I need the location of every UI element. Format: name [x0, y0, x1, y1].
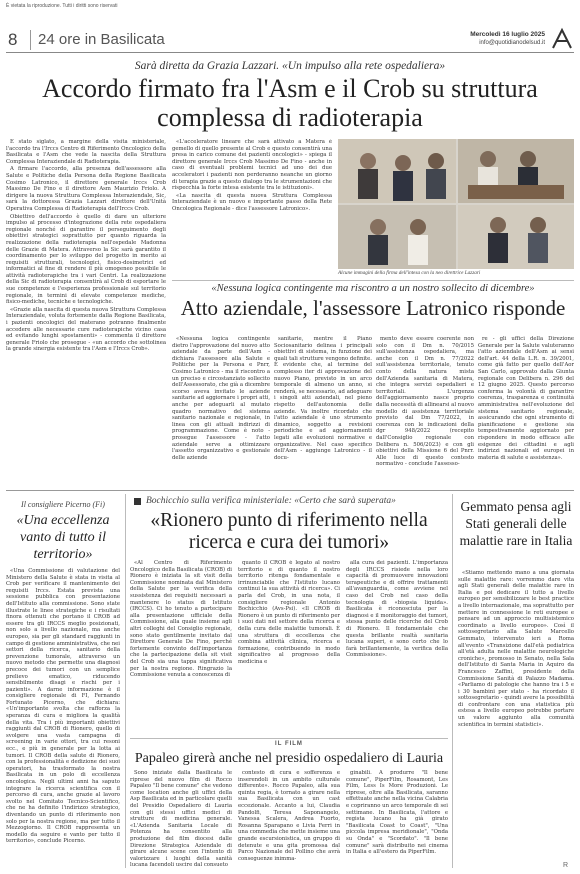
article1-paragraph: «Grazie alla nascita di questa nuova Struttura Complessa Interaziendale, voluta fortemente dalla Regione Basilicata, i pazienti oncologici del materano potranno finalmente accedere alle necessarie cure radioterapiche vicino casa ed evitando lunghi spostamenti» - commenta il direttore generale Friolo che prosegue - «un accordo che sottolinea la grande sinergia esistente tra l'Asm e l'Irccs Crob».	[6, 306, 166, 353]
article3-text: quanto il CROB è legato al nostro territorio e di quanto il nostro territorio ritenga fondamentale e irrinunciabile che l'Istituto lucano continui la sua attività di ricerca». Ci parla del Crob, in una nota, il consigliere regionale Antonio Bochicchio (Avs-Psi). «Il CROB di Rionero è un punto di riferimento per i suoi dati nel settore della ricerca e della cura delle malattie tumorali. È una struttura di eccellenza che combina attività clinica, ricerca e formazione, contribuendo in modo significativo al progresso della medicina e	[238, 560, 340, 665]
article2-kicker: «Nessuna logica contingente ma riscontro a un nostro sollecito di dicembre»	[211, 283, 535, 294]
article2-text: mento deve essere coerente non solo con il Dm n. 70/2015 sull'assistenza ospedaliera, ma anche con il Dm n. 77/2022 sull'assistenza territoriale, tenuto conto della natura mista dell'Azienda sanitaria di Matera, che integra servizi ospedalieri e territoriali. L'urgenza dell'aggiornamento nasce proprio dalla necessità di allinearsi al nuovo modello di assistenza territoriale previsto dal Dm 77/2022, in coerenza con le indicazioni della dgr 948/2022 (recepito dall'Consiglio regionale con Delibera n. 506/2023) e con gli obiettivi della Missione 6 del Pnrr. Alle luce di questo contesto normativo - conclude l'assesso-	[376, 336, 474, 468]
article2-column-2	[274, 336, 372, 484]
newspaper-logo-icon	[550, 27, 574, 51]
article1-column-1	[6, 139, 166, 416]
sidebar-right-text: «Stiamo mettendo mano a una giornata sulle malattie rare: vorremmo dare vita agli Stati generali delle malattie rare in Italia e poi dedicare il tutto a livello europeo per sensibilizzare le best practice a livello internazionale, ma soprattutto per mettere in connessione le reti europee e pensare ad un approccio multisistemico coordinato a livello europeo». Così il sottosegretario alla Salute Marcello Gemmato, intervenuto ieri a Roma all'evento «Transizione dall'età pediatrica all'età adulta nelle malattie neurologiche croniche», promosso in Senato, nella Sala dell'Istituto di Santa Maria in Aquiro da Francesco Zaffini, presidente della Commissione Sanità di Palazzo Madama. «Parliamo di patologie che hanno tra i 5 e i 30 bambini per stato - ha ricordato il sottosegretario - quindi avere la possibilità di confrontare con una statistica più estesa a livello europeo potrebbe portare un valore aggiunto alla comunità scientifica in termini statistici».	[458, 570, 574, 728]
article3-column-2	[238, 560, 340, 735]
article4-rule	[130, 738, 448, 739]
article4-text: ginabili. A produrre "Il bene comune", PiperFilm, Rosamont, Les Film, Less Is More Produzioni. Le riprese, oltre alla Basilicata, saranno effettuate anche nella vicina Calabria e copriranno un arco temporale di sei settimane. In Basilicata, l'attore e regista lucano ha già girato "Basilicata Coast to Coast", "Una piccola impresa meridionale", "Onda su Onda" e "Scordato". "Il bene comune" sarà distribuito nei cinema in Italia e all'estero da PiperFilm.	[346, 770, 448, 856]
left-column-rule	[125, 494, 126, 868]
article4-column-1	[130, 770, 232, 868]
article1-paragraph: «L'acceleratore lineare che sarà attivato a Matera è gemello di quello presente al Crob e questo consentirà una presa in carico comune dei pazienti oncologici» - spiega il direttore generale Irccs Crob Massimo De Fino - anche in caso di eventuali problemi tecnici ad uno dei due acceleratori i pazienti non perderanno neanche un giorno di terapia grazie a questo dialogo tra le strumentazioni che rispecchia la forte intesa esistente tra le istituzioni».	[172, 139, 332, 192]
photo-caption: Alcune immagini della firma dell'intesa con la neo direttrice Lazzari	[338, 270, 481, 276]
article3-column-1	[130, 560, 232, 735]
article2-column-3	[376, 336, 474, 484]
article2-column-1	[172, 336, 270, 484]
kicker-square-icon	[134, 498, 141, 505]
article1-paragraph: A firmare l'accordo, alla presenza dell'assessore alla Salute e Politiche della Persona della Regione Basilicata Cosimo Latronico, il direttore generale Irccs Crob Massimo De Fino e il direttore Asm Maurizio Friolo. A dirigere la nuova Struttura Complessa Interaziendale, Sic, sarà la dottoressa Grazia Lazzari direttore dell'Unità Operativa Complessa di Radioterapia dell'Irccs Crob.	[6, 166, 166, 212]
article1-paragraph: Obiettivo dell'accordo è quello di dare un ulteriore impulso al processo d'integrazione della rete ospedaliera regionale nonché di garantire il perseguimento degli obiettivi strategici soprattutto per quanto riguarda la realizzazione della radioterapia nell'ospedale Madonna delle Grazie di Matera. Attraverso la Sic sarà garantito il coordinamento per lo sviluppo del progetto in merito ai requisiti strutturali, tecnologici, fisico-dosimetrici ed informatici al fine di rendere il più omogeneo possibile le attività radioterapiche tra i vari Centri. La realizzazione della Sic di radioterapia consentirà al Crob di esportare le sue competenze e l'esperienza professionale sul territorio regionale, in termini di elevate competenze mediche, fisico-mediche, tecniche e tecnologiche.	[6, 213, 166, 306]
article4-column-2	[238, 770, 340, 868]
article2-rule	[172, 280, 574, 281]
article2-text: sanitarie, mentre il Piano Sociosanitario delinea i principali obiettivi di sistema, in funzione dei quali tali strutture vengono definite. È evidente che, al termine del complesso iter di approvazione del nuovo Piano, previsto in un arco temporale di almeno un anno, si renderà, se necessario, ad adeguare i singoli atti aziendali, nel pieno rispetto dell'autonomia delle aziende. Va inoltre ricordato che l'atto aziendale è uno strumento dinamico, soggetto a revisioni periodiche e ad aggiornamenti legati alle evoluzioni normative e organizzative. Nel caso specifico dell'Asm - aggiunge Latronico - il docu-	[274, 336, 372, 461]
article1-column-2	[172, 139, 332, 274]
issue-date: Mercoledì 16 luglio 2025	[470, 31, 545, 38]
footer-mark: R	[563, 862, 569, 869]
article3-column-3	[346, 560, 448, 735]
signing-photo	[338, 139, 574, 269]
article1-paragraph: È stato siglato, a margine della visita ministeriale, l'accordo tra l'Irccs Centro di Riferimento Oncologico della Basilicata e l'Asm che vede la nascita della Struttura Complessa Interaziendale di Radioterapia.	[6, 139, 166, 165]
article4-column-3	[346, 770, 448, 868]
article2-text: re - gli uffici della Direzione Generale per la Salute valuteranno l'atto aziendale dell'Asm ai sensi dell'art. 44 della L.R. n. 39/2001, come già fatto per quello dell'Aor San Carlo, approvato dalla Giunta regionale con Delibera n. 296 del 12 giugno 2025. Questo percorso conferma la volontà di garantire coerenza, trasparenza e continuità amministrativa nell'evoluzione del sistema sanitario regionale, assicurando che ogni strumento di pianificazione e gestione sia tempestivamente aggiornato per rispondere in modo efficace alle esigenze dei cittadini e agli indirizzi nazionali ed europei in materia di salute e assistenza».	[478, 336, 574, 461]
sidebar-left-kicker: Il consigliere Picerno (Fi)	[21, 500, 105, 509]
section-title: 24 ore in Basilicata	[38, 31, 165, 48]
sidebar-left-title: «Una eccellenza vanto di tutto il territorio»	[16, 513, 110, 562]
article1-title: Accordo firmato fra l'Asm e il Crob su struttura complessa di radioterapia	[42, 74, 538, 132]
page-number: 8	[8, 30, 18, 49]
article4-text: contesto di cura e sofferenza e inserendoli in un ambito culturale differente». Rocco Papaleo, alla sua quinta regia, è tornato a girare nella sua Basilicata con un cast eccezionale. Accanto a lui, Claudia Pandolfi, Teresa Saponangelo, Vanessa Scalera, Andrea Fuorto, Rosanna Sparapano e Livia Ferri in una commedia che mette insieme una grande escursionistica, un gruppo di detenute e una gita promossa dal Parco Nazionale del Pollino che avrà conseguenze inimma-	[238, 770, 340, 862]
article3-text: «Al Centro di Riferimento Oncologico della Basilicata (CROB) di Rionero è iniziata la sit visit della Commissione nominata dal Ministero della Salute per la verifica della sussistenza dei requisiti necessari a mantenere lo status di Istituto (IRCCS). Ci ho tenuto a partecipare alla presentazione ufficiale della Commissione, alla quale insieme agli altri colleghi del Consiglio regionale, sono stato gentilmente invitato dal Direttore Generale De Fino, perché fortemente convinto dell'importanza che la partecipazione della sit visit del Crob sia una tappa significativa per la nostra regione. Ringrazio la Commissione venuta a conoscenza di	[130, 560, 232, 679]
sidebar-right-title: Gemmato pensa agli Stati generali delle malattie rare in Italia	[459, 499, 573, 548]
article4-kicker: IL FILM	[275, 741, 303, 747]
article1-kicker: Sarà diretta da Grazia Lazzari. «Un impulso alla rete ospedaliera»	[134, 60, 446, 72]
watermark: È vietata la riproduzione. Tutti i diritti sono riservati	[6, 3, 118, 9]
article4-text: Sono iniziate dalla Basilicata le riprese del nuovo film di Rocco Papaleo "Il bene comune" che vedono come location anche gli uffici della Asp Basilicata ed in particolare quelli del Presidio Ospedaliero di Lauria con gli stessi uffici medici di strutture di medicina generale. «L'Azienda Sanitaria Locale di Potenza ha consentito alla produzione del film diocesi dalle Direzione Strategica Aziendale di girare alcune scene con l'intento di valorizzare i luoghi della sanità lucana facendoli uscire dal consueto	[130, 770, 232, 868]
sidebar-left-body	[6, 568, 120, 868]
article2-title: Atto aziendale, l'assessore Latronico risponde	[180, 296, 566, 320]
article3-text: alla cura dei pazienti. L'importanza degli IRCCS risiede nella loro capacità di promuovere innovazioni terapeutiche e di offrire trattamenti all'avanguardia, come avviene nel caso del Crob nel caso della tecnologia di «biopsia liquida». Basilicata è riconosciuta per la diagnosi e il monitoraggio dei tumori, stessa punto delle ricerche del Crob di Rionero. Il fondamentale che questa brillante realtà sanitaria lucana superi, e sono certo che lo farà brillantemente, la verifica della Commissione».	[346, 560, 448, 659]
article2-text: «Nessuna logica contingente dietro l'approvazione del nuovo atto aziendale da parte dell'Asm - dichiara l'assessore alla Salute e Politiche per la Persona e Pnrr, Cosimo Latronico - ma il riscontro a un preciso e circostanziato sollecito dell'Assessorato, che già a dicembre scorso aveva invitato le aziende sanitarie ad aggiornare i propri atti, anche per adeguarli al mutato quadro normativo del sistema sanitario nazionale e regionale, in linea con gli attuali indirizzi di programmazione. Come è noto - prosegue l'assessore - l'atto aziendale serve a ottimizzare l'assetto organizzativo e gestionale delle aziende	[172, 336, 270, 461]
header-divider	[30, 30, 31, 50]
sidebar-right-body	[458, 570, 574, 868]
sidebar-left-text: «Una Commissione di valutazione del Ministero della Salute è stata in visita al Crob per verificare il mantenimento dei requisiti Irccs. Estata prevista una sessione pubblica con presentazione dell'Istituto alla commissione. Sono state illustrate le linee strategiche e i risultati finora ottenuti che portano il CROB ad essere tra gli IRCCS meglio posizionati, non solo a livello nazionale, ma anche europeo, sia per gli standard raggiunti in campo di gestione amministrativa, che nei settori della ricerca, sanitario della prevenzione tumorale, attraverso un nuovo metodo che permette una diagnosi precoce dei tumori con un semplice prelievo ematico, riducendo sensibilmente disagi e rischi per i pazienti». A darne informazione è il consigliere regionale di FI, Fernando Fortunato Picerno, che dichiara: «Un'importante svolta che rafforza la speranza di cura e migliora la qualità della vita. Tra i più importanti obiettivi raggiunti dal CROB di Rionero, quello di svolgere una vasta campagna di screening in varie ottori, tra cui resoni ecc., e più in generale per la lotta ai tumori. Il CROB della salute di Rionero, con la professionalità e dedizione dei suoi operatori, ha trasformato la nostra Basilicata in un polo di eccellenza oncologica. Negli ultimi anni ha saputo integrare la ricerca scientifica con il percorso di cura, anche grazie al lavoro svolto nel Comitato Tecnico-Scientifico, che ne ha definito l'indirizzo strategico, diventando un punto di riferimento non solo per la nostra regione, ma per tutto il Mezzogiorno. Il CROB rappresenta un modello da seguire e vanto per tutto il territorio», conclude Picerno.	[6, 568, 120, 845]
right-column-rule	[452, 494, 453, 868]
article3-title: «Rionero punto di riferimento nella ricerca e cura dei tumori»	[150, 510, 428, 553]
article3-kicker: Bochicchio sulla verifica ministeriale: «Certo che sarà superata»	[146, 496, 396, 506]
article2-column-4	[478, 336, 574, 484]
article4-title: Papaleo girerà anche nel presidio ospedaliero di Lauria	[134, 751, 444, 766]
site-url: info@quotidianodelsud.it	[479, 40, 545, 46]
header-rule	[6, 52, 574, 53]
article1-paragraph: «La nascita di questa nuova Struttura Complessa Interaziendale è un nuovo e importante passo della Rete Oncologica Regionale - dice l'assessore Latronico».	[172, 192, 332, 212]
mid-rule	[6, 490, 574, 491]
